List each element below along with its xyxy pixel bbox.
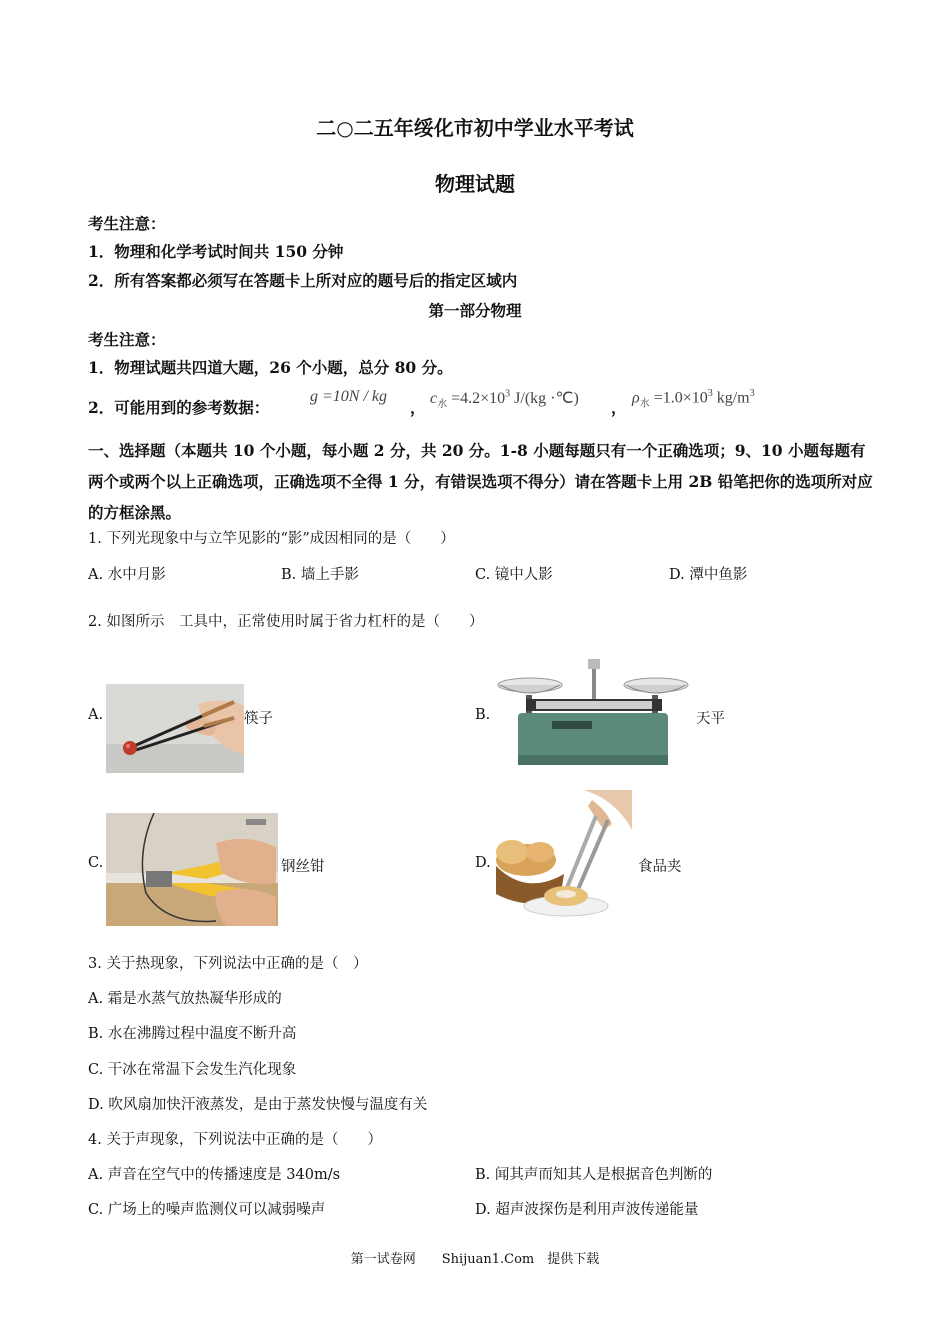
chopsticks-image	[106, 684, 244, 773]
q1-option-d[interactable]: D. 潭中鱼影	[669, 567, 748, 583]
notice-heading: 考生注意：	[88, 214, 166, 233]
q2-option-a-letter[interactable]: A.	[88, 707, 104, 723]
q2-option-d-letter[interactable]: D.	[475, 855, 491, 871]
q4-option-d[interactable]: D. 超声波探伤是利用声波传递能量	[475, 1202, 699, 1218]
q2-option-a-label: 筷子	[244, 711, 273, 727]
q2-option-b-label: 天平	[696, 711, 725, 727]
question-4-stem: 4. 关于声现象，下列说法中正确的是（ ）	[88, 1132, 382, 1148]
part-title: 第一部分物理	[428, 301, 522, 320]
page-footer: 第一试卷网 Shijuan1.Com 提供下载	[350, 1252, 600, 1267]
q1-option-b[interactable]: B. 墙上手影	[281, 567, 359, 583]
q2-option-b-letter[interactable]: B.	[475, 707, 491, 723]
q1-option-a[interactable]: A. 水中月影	[88, 567, 166, 583]
q3-option-a[interactable]: A. 霜是水蒸气放热凝华形成的	[88, 991, 282, 1007]
question-3-stem: 3. 关于热现象，下列说法中正确的是（ ）	[88, 956, 368, 972]
formula-separator: ，	[611, 398, 627, 417]
q3-option-b[interactable]: B. 水在沸腾过程中温度不断升高	[88, 1026, 297, 1042]
q4-option-a[interactable]: A. 声音在空气中的传播速度是 340m/s	[88, 1167, 341, 1183]
pliers-image	[106, 813, 278, 926]
formula-g: g =10N / kg	[310, 388, 388, 405]
formula-rho-water: $\rho_水 =1.0\times 10^3$ $kg/m^3$	[632, 388, 755, 410]
question-2-stem: 2. 如图所示 工具中，正常使用时属于省力杠杆的是（ ）	[88, 614, 484, 630]
q3-option-c[interactable]: C. 干冰在常温下会发生汽化现象	[88, 1062, 297, 1078]
notice-item: 2．所有答案都必须写在答题卡上所对应的题号后的指定区域内	[88, 271, 518, 290]
exam-title: 二○二五年绥化市初中学业水平考试	[316, 116, 634, 140]
question-1-stem: 1. 下列光现象中与立竿见影的“影”成因相同的是（ ）	[88, 531, 455, 547]
balance-scale-image	[496, 655, 692, 770]
exam-subtitle: 物理试题	[435, 172, 515, 196]
q3-option-d[interactable]: D. 吹风扇加快汗液蒸发，是由于蒸发快慢与温度有关	[88, 1097, 428, 1113]
formula-separator: ，	[410, 398, 426, 417]
q4-option-c[interactable]: C. 广场上的噪声监测仪可以减弱噪声	[88, 1202, 326, 1218]
formula-c-water: $c_水 =4.2\times 10^3$ J/(kg ·℃)	[430, 388, 579, 411]
notice-item: 1．物理试题共四道大题，26 个小题，总分 80 分。	[88, 358, 453, 377]
notice-item-data-label: 2．可能用到的参考数据：	[88, 398, 270, 417]
q2-option-d-label: 食品夹	[638, 859, 682, 875]
notice-heading: 考生注意：	[88, 330, 166, 349]
q4-option-b[interactable]: B. 闻其声而知其人是根据音色判断的	[475, 1167, 713, 1183]
food-tongs-image	[496, 790, 634, 926]
q1-option-c[interactable]: C. 镜中人影	[475, 567, 553, 583]
q2-option-c-label: 钢丝钳	[281, 859, 325, 875]
section-instructions: 一、选择题（本题共 10 个小题，每小题 2 分，共 20 分。1-8 小题每题只有一个正确选项；9、10 小题每题有两个或两个以上正确选项，正确选项不全得 1 分，有错误选项不得分）请在答题卡上用 2B 铅笔把你的选项所对应的方框涂黑。	[88, 441, 873, 522]
notice-item: 1．物理和化学考试时间共 150 分钟	[88, 242, 344, 261]
q2-option-c-letter[interactable]: C.	[88, 855, 104, 871]
